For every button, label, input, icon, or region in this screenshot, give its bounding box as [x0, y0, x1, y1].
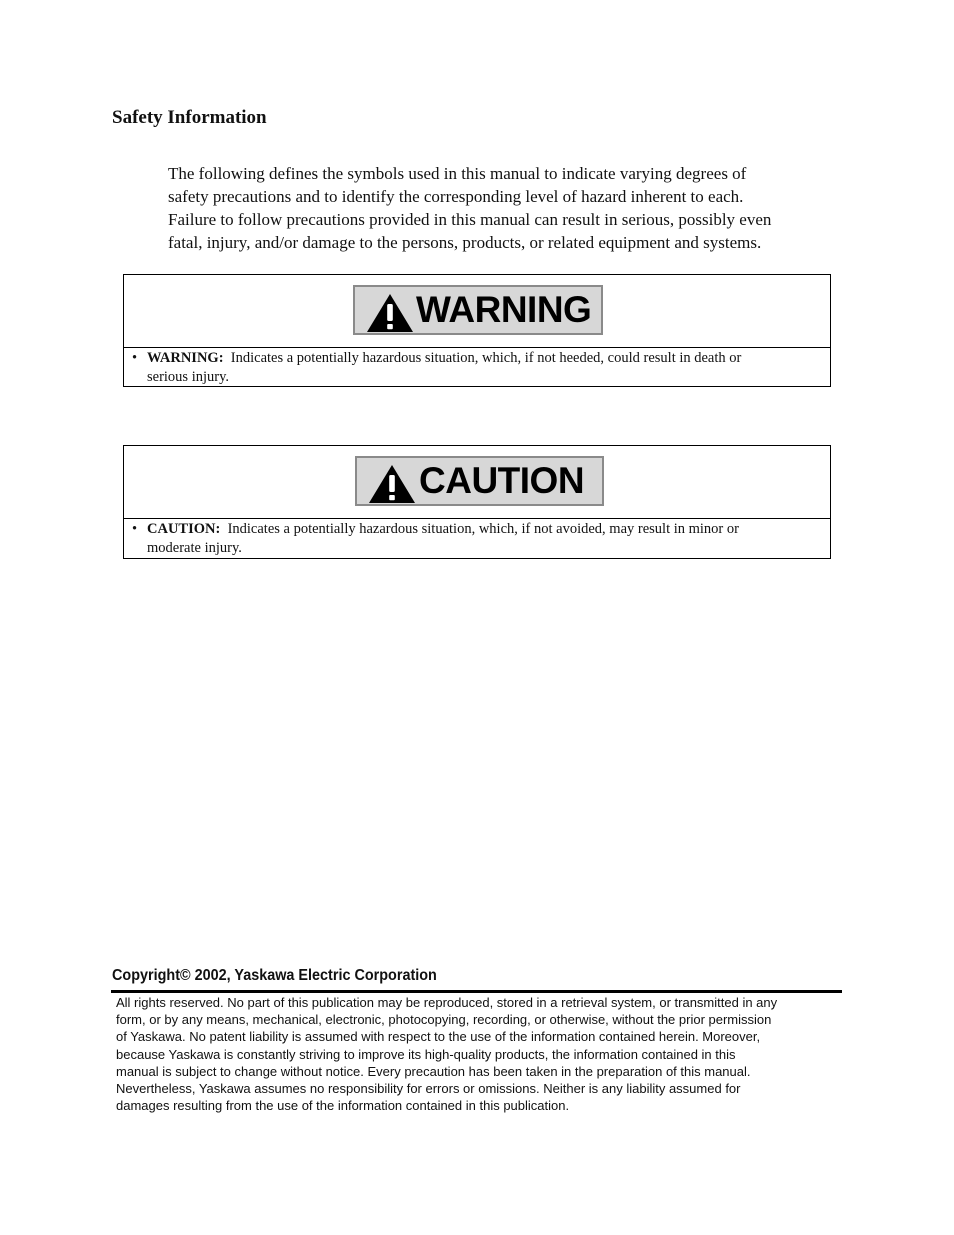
- intro-paragraph: [168, 162, 840, 254]
- warning-signal-panel: [353, 285, 603, 335]
- warning-signal-area: [124, 275, 830, 348]
- page-title: Safety Information: [112, 107, 267, 128]
- warning-triangle-icon: [366, 293, 414, 333]
- copyright-title: Copyright© 2002, Yaskawa Electric Corporation: [112, 967, 437, 984]
- legal-line: All rights reserved. No part of this publication may be reproduced, stored in a retrieval system, or transmitted in any: [116, 995, 778, 1010]
- caution-description: [124, 519, 830, 558]
- legal-notice: [116, 994, 841, 1114]
- warning-text: Indicates a potentially hazardous situation, which, if not heeded, could result in death or: [230, 350, 742, 366]
- warning-text-line: [147, 349, 816, 368]
- divider: [111, 990, 842, 993]
- warning-triangle-icon: [368, 464, 416, 504]
- legal-line: manual is subject to change without notice. Every precaution has been taken in the preparation of this manual.: [116, 1063, 751, 1079]
- intro-line: Failure to follow precautions provided in this manual can result in serious, possibly even: [168, 210, 772, 229]
- caution-signal-word: CAUTION: [419, 460, 585, 501]
- legal-line: of Yaskawa. No patent liability is assumed with respect to the use of the information contained herein. Moreover,: [116, 1029, 761, 1045]
- intro-line: fatal, injury, and/or damage to the persons, products, or related equipment and systems.: [168, 233, 762, 252]
- caution-signal-panel: [355, 456, 604, 506]
- intro-line: safety precautions and to identify the corresponding level of hazard inherent to each.: [168, 187, 744, 206]
- legal-line: damages resulting from the use of the information contained in this publication.: [116, 1098, 570, 1114]
- warning-signal-word: WARNING: [416, 289, 592, 330]
- caution-text-line: [147, 520, 816, 539]
- warning-box: [123, 274, 831, 387]
- caution-text: Indicates a potentially hazardous situation, which, if not avoided, may result in minor or: [227, 521, 739, 537]
- warning-text-line-2: serious injury.: [147, 369, 230, 385]
- intro-line: The following defines the symbols used in this manual to indicate varying degrees of: [168, 164, 747, 183]
- legal-line: Nevertheless, Yaskawa assumes no responsibility for errors or omissions. Neither is any liability assumed for: [116, 1081, 741, 1097]
- legal-line: form, or by any means, mechanical, electronic, photocopying, recording, or otherwise, without the prior permission: [116, 1012, 772, 1028]
- caution-signal-area: [124, 446, 830, 519]
- warning-term: WARNING:: [147, 350, 224, 366]
- bullet: •: [132, 521, 138, 537]
- warning-description: [124, 348, 830, 387]
- caution-text-line-2: moderate injury.: [147, 540, 242, 556]
- caution-term: CAUTION:: [147, 521, 221, 537]
- legal-line: because Yaskawa is constantly striving to improve its high-quality products, the information contained in this: [116, 1046, 736, 1062]
- bullet: •: [132, 350, 138, 366]
- caution-box: [123, 445, 831, 559]
